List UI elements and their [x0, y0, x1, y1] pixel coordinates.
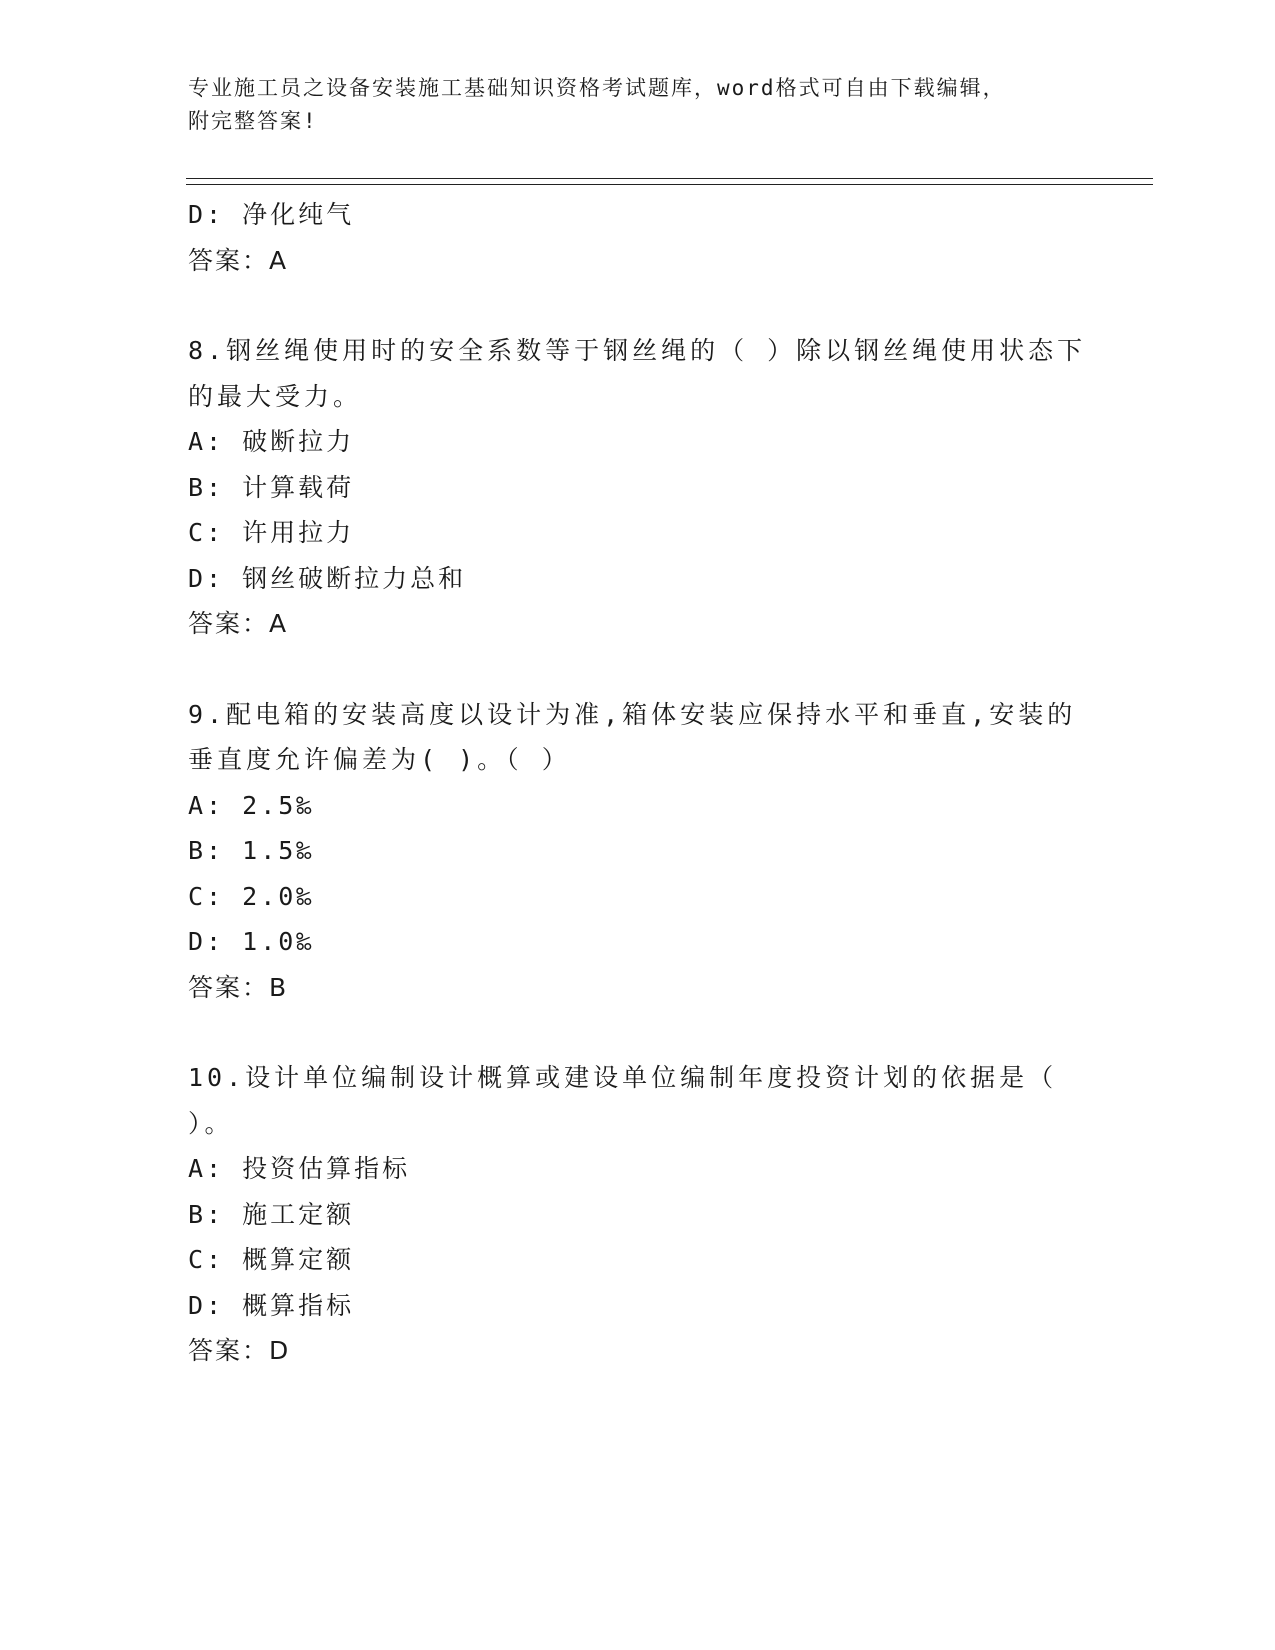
- option-b: B: 施工定额: [188, 1199, 355, 1229]
- option-d: D: 1.0‰: [188, 927, 315, 956]
- header-divider: [186, 178, 1153, 185]
- option-a: A: 破断拉力: [188, 427, 355, 456]
- question-block-10: [188, 1055, 1088, 1374]
- header-line-1: 专业施工员之设备安装施工基础知识资格考试题库，word格式可自由下载编辑，: [188, 76, 1006, 100]
- option-b: B: 计算载荷: [188, 472, 355, 502]
- answer-line: 答案：A: [188, 245, 289, 275]
- answer-line: 答案：D: [188, 1336, 291, 1365]
- question-block-prev: [188, 192, 1088, 283]
- question-stem-line-2: 的最大受力。: [188, 381, 363, 411]
- answer-line: 答案：A: [188, 609, 289, 638]
- question-stem-line-1: 8.钢丝绳使用时的安全系数等于钢丝绳的（ ）除以钢丝绳使用状态下: [188, 336, 1087, 365]
- question-stem-line-2: ）。: [188, 1108, 234, 1138]
- option-a: A: 2.5‰: [188, 790, 315, 820]
- option-b: B: 1.5‰: [188, 836, 315, 865]
- question-stem-line-1: 9.配电箱的安装高度以设计为准,箱体安装应保持水平和垂直,安装的: [188, 699, 1077, 729]
- option-a: A: 投资估算指标: [188, 1154, 411, 1183]
- option-d: D: 概算指标: [188, 1290, 355, 1320]
- option-c: C: 概算定额: [188, 1245, 355, 1274]
- option-d: D: 净化纯气: [188, 200, 355, 229]
- question-stem-line-2: 垂直度允许偏差为( )。（ ）: [188, 745, 571, 774]
- question-stem-line-1: 10.设计单位编制设计概算或建设单位编制年度投资计划的依据是（: [188, 1063, 1058, 1092]
- header-line-2: 附完整答案!: [188, 109, 318, 133]
- question-block-9: [188, 692, 1088, 1011]
- answer-line: 答案：B: [188, 972, 289, 1002]
- question-block-8: [188, 328, 1088, 647]
- question-list: [188, 192, 1088, 1374]
- option-d: D: 钢丝破断拉力总和: [188, 563, 467, 593]
- option-c: C: 2.0‰: [188, 881, 315, 911]
- option-c: C: 许用拉力: [188, 518, 355, 547]
- page-header: [188, 72, 1088, 138]
